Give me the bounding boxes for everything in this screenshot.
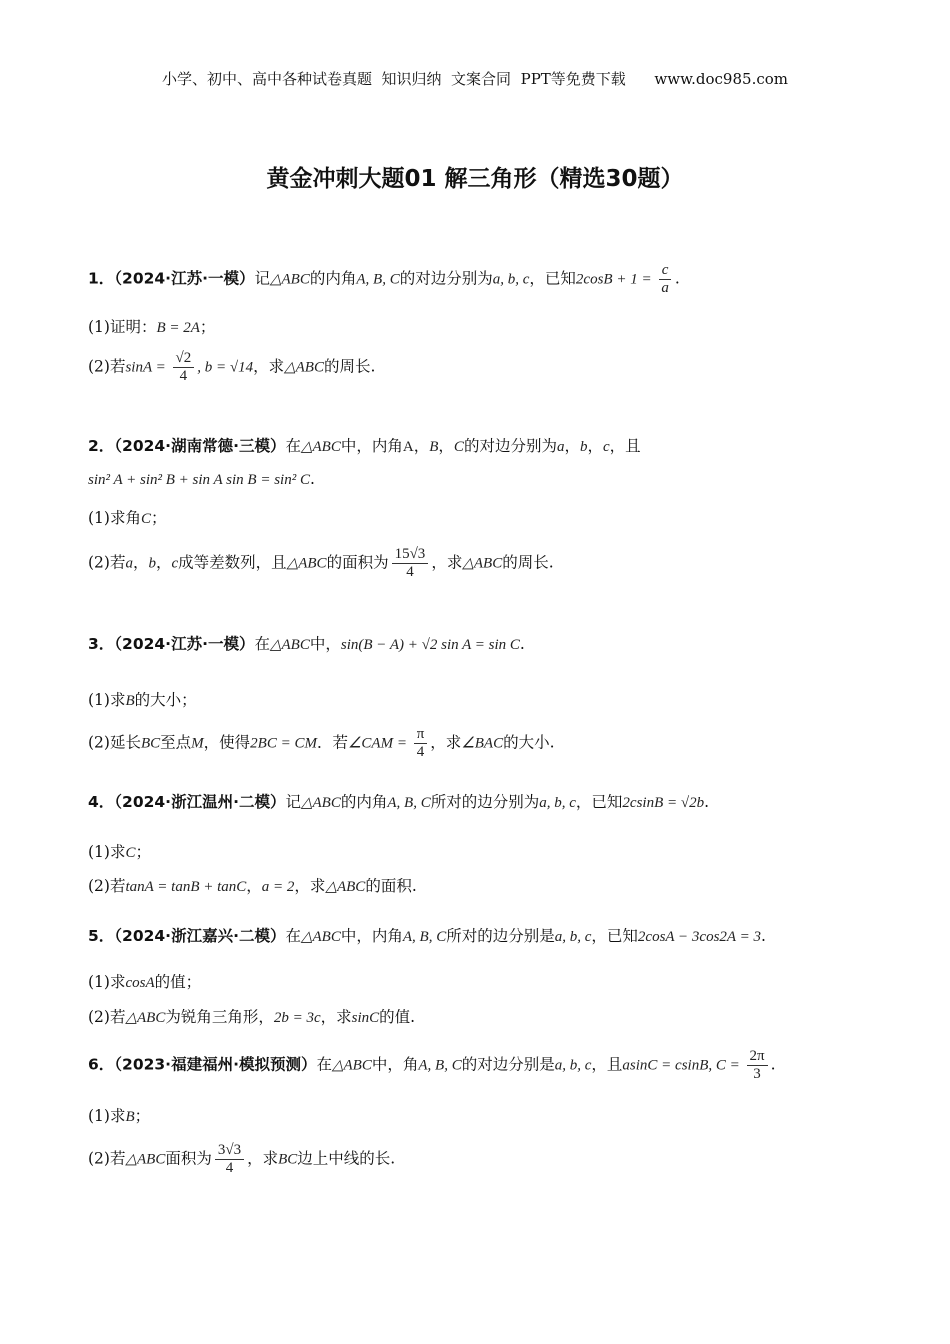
q6-number: 6．	[88, 1055, 115, 1074]
q2-stem: 2．（2024·湖南常德·三模）在△ABC中，内角A，B，C的对边分别为a，b，c，且	[88, 437, 641, 455]
q6-fraction: $\frac{2\pi}{3}$	[747, 1048, 768, 1083]
q1-number: 1．	[88, 269, 115, 288]
q3-part2: (2)延长BC至点M，使得2BC = CM．若∠CAM = $\frac{\pi}{4}$ ，求∠BAC的大小.	[88, 726, 555, 760]
q1-stem: 1．（2024·江苏·一模）记△ABC的内角A, B, C的对边分别为a, b, c，已知2cosB + 1 = $\frac{c}{a}$ .	[88, 262, 680, 296]
q3-part1: (1)求B的大小；	[88, 691, 197, 709]
q1-part1: (1)证明：B = 2A；	[88, 318, 216, 336]
page-header: 小学、初中、高中各种试卷真题 知识归纳 文案合同 PPT等免费下载 www.doc985.com	[161, 70, 788, 88]
q2-area-fraction: $\frac{15√3}{4}$	[392, 546, 429, 581]
q2-source: （2024·湖南常德·三模）	[114, 437, 286, 455]
q1-part2: (2)若sinA = $\frac{√2}{4}$ , b = √14，求△ABC的周长.	[88, 350, 376, 384]
q2-part1: (1)求角C；	[88, 509, 167, 527]
q6-stem: 6．（2023·福建福州·模拟预测）在△ABC中，角A, B, C的对边分别是a, b, c，且asinC = csinB, C = $\frac{2\pi}{3}$ .	[88, 1048, 776, 1082]
q4-number: 4．	[88, 793, 115, 811]
q4-stem: 4．（2024·浙江温州·二模）记△ABC的内角A, B, C所对的边分别为a, b, c，已知2csinB = √2b.	[88, 793, 710, 811]
q5-part1: (1)求cosA的值；	[88, 973, 202, 991]
q6-source: （2023·福建福州·模拟预测）	[114, 1055, 317, 1074]
q5-source: （2024·浙江嘉兴·二模）	[114, 927, 286, 945]
q6-area-fraction: $\frac{3√3}{4}$	[215, 1142, 244, 1177]
q5-part2: (2)若△ABC为锐角三角形，2b = 3c，求sinC的值.	[88, 1008, 416, 1026]
q4-part2: (2)若tanA = tanB + tanC，a = 2，求△ABC的面积.	[88, 877, 417, 895]
q3-source: （2024·江苏·一模）	[114, 635, 255, 653]
q4-part1: (1)求C；	[88, 843, 151, 861]
q5-stem: 5．（2024·浙江嘉兴·二模）在△ABC中，内角A, B, C所对的边分别是a, b, c，已知2cosA − 3cos2A = 3.	[88, 927, 766, 945]
q3-number: 3．	[88, 635, 115, 653]
q1-part2-fraction: $\frac{√2}{4}$	[173, 350, 195, 385]
q3-angle-fraction: $\frac{\pi}{4}$	[414, 726, 428, 761]
q2-equation: sin² A + sin² B + sin A sin B = sin² C.	[88, 470, 315, 488]
q3-stem: 3．（2024·江苏·一模）在△ABC中，sin(B − A) + √2 sin A = sin C.	[88, 635, 525, 653]
q6-part2: (2)若△ABC面积为 $\frac{3√3}{4}$ ，求BC边上中线的长.	[88, 1142, 396, 1176]
q5-number: 5．	[88, 927, 115, 945]
q4-source: （2024·浙江温州·二模）	[114, 793, 286, 811]
q2-number: 2．	[88, 437, 115, 455]
page-title: 黄金冲刺大题01 解三角形（精选30题）	[266, 166, 684, 192]
q1-fraction: $\frac{c}{a}$	[658, 262, 672, 297]
q2-part2: (2)若a，b，c成等差数列，且△ABC的面积为 $\frac{15√3}{4}$ ，求△ABC的周长.	[88, 546, 554, 580]
q6-part1: (1)求B；	[88, 1107, 151, 1125]
q1-source: （2024·江苏·一模）	[114, 269, 255, 288]
